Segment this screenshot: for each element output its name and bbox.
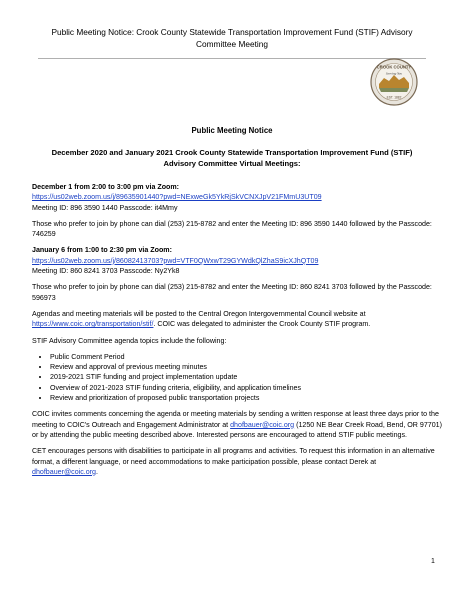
topics-list	[32, 352, 444, 403]
meeting-2-heading: January 6 from 1:00 to 2:30 pm via Zoom:	[32, 246, 172, 255]
crook-county-seal-icon	[370, 58, 418, 106]
seal-text-bottom: EST. 1882	[386, 95, 402, 100]
seal-text-mid: Serving You	[385, 71, 403, 76]
topic-item: • Public Comment Period	[50, 352, 444, 362]
seal-text-top: CROOK COUNTY	[376, 64, 412, 70]
subtitle-line-1: December 2020 and January 2021 Crook County Statewide Transportation Improvement Fund (STIF)	[51, 148, 413, 157]
topic-item: • Review and prioritization of proposed public transportation projects	[50, 393, 444, 403]
meeting-1-id: Meeting ID: 896 3590 1440 Passcode: it4Mmy	[32, 203, 178, 212]
topics-intro: STIF Advisory Committee agenda topics include the following:	[32, 336, 227, 345]
meeting-subtitle	[40, 147, 424, 169]
accessibility-text-after: .	[96, 467, 98, 476]
meeting-2-zoom-link[interactable]: https://us02web.zoom.us/j/86082413703?pwd=VTF0QWxwT29GYWdkQlZhaS9icXJhQT09	[32, 256, 319, 265]
header-divider	[38, 58, 426, 59]
accessibility-paragraph	[32, 446, 444, 477]
meeting-1-zoom-link[interactable]: https://us02web.zoom.us/j/89635901440?pwd=NExweGk5YkRjSkVCNXJpV21FMmU3UT09	[32, 193, 322, 202]
comments-text: COIC invites comments concerning the agenda or meeting materials by sending a written response at least three days prior to the meeting to COIC's Outreach and Engagement Administrator at	[32, 410, 439, 429]
topic-item: • Overview of 2021-2023 STIF funding criteria, eligibility, and application timelines	[50, 383, 444, 393]
meeting-2-phone: Those who prefer to join by phone can dial (253) 215-8782 and enter the Meeting ID: 860 8241 3703 followed by the Passcode: 596973	[32, 283, 432, 302]
subtitle-line-2: Advisory Committee Virtual Meetings:	[163, 159, 301, 168]
accessibility-email-link[interactable]: dhofbauer@coic.org	[32, 467, 96, 476]
agenda-posting-text-after: . COIC was delegated to administer the Crook County STIF program.	[153, 320, 371, 329]
accessibility-text: CET encourages persons with disabilities to participate in all programs and activities. To request this information in an alternative format, a different language, or need accommodations to make participation possible, please contact Derek at	[32, 447, 435, 466]
meeting-1-phone: Those who prefer to join by phone can dial (253) 215-8782 and enter the Meeting ID: 896 3590 1440 followed by the Passcode: 746259	[32, 219, 432, 239]
page-header	[0, 26, 464, 50]
comments-paragraph	[32, 409, 444, 440]
notice-body	[32, 182, 444, 483]
meeting-1-heading: December 1 from 2:00 to 3:00 pm via Zoom:	[32, 183, 180, 191]
agenda-posting-paragraph	[32, 309, 444, 330]
comments-text-after: (1250 NE Bear Creek Road, Bend, OR 97701) or by attending the public meeting described above. Interested persons are encouraged to attend STIF public meetings.	[32, 420, 442, 439]
agenda-posting-text: Agendas and meeting materials will be posted to the Central Oregon Intergovernmental Council website at	[32, 309, 366, 318]
header-line-1: Public Meeting Notice: Crook County Statewide Transportation Improvement Fund (STIF) Advisory	[51, 27, 413, 37]
comments-email-link[interactable]: dhofbauer@coic.org	[230, 420, 295, 429]
topic-item: • Review and approval of previous meeting minutes	[50, 362, 444, 372]
meeting-1-block	[32, 182, 444, 213]
notice-title: Public Meeting Notice	[191, 126, 273, 135]
coic-stif-link[interactable]: https://www.coic.org/transportation/stif/	[32, 320, 154, 329]
meeting-2-id: Meeting ID: 860 8241 3703 Passcode: Ny2Yk8	[32, 267, 180, 276]
header-line-2: Committee Meeting	[196, 39, 268, 49]
topic-item: • 2019-2021 STIF funding and project implementation update	[50, 372, 444, 382]
page-number: 1	[431, 558, 435, 565]
meeting-2-block	[32, 245, 444, 276]
